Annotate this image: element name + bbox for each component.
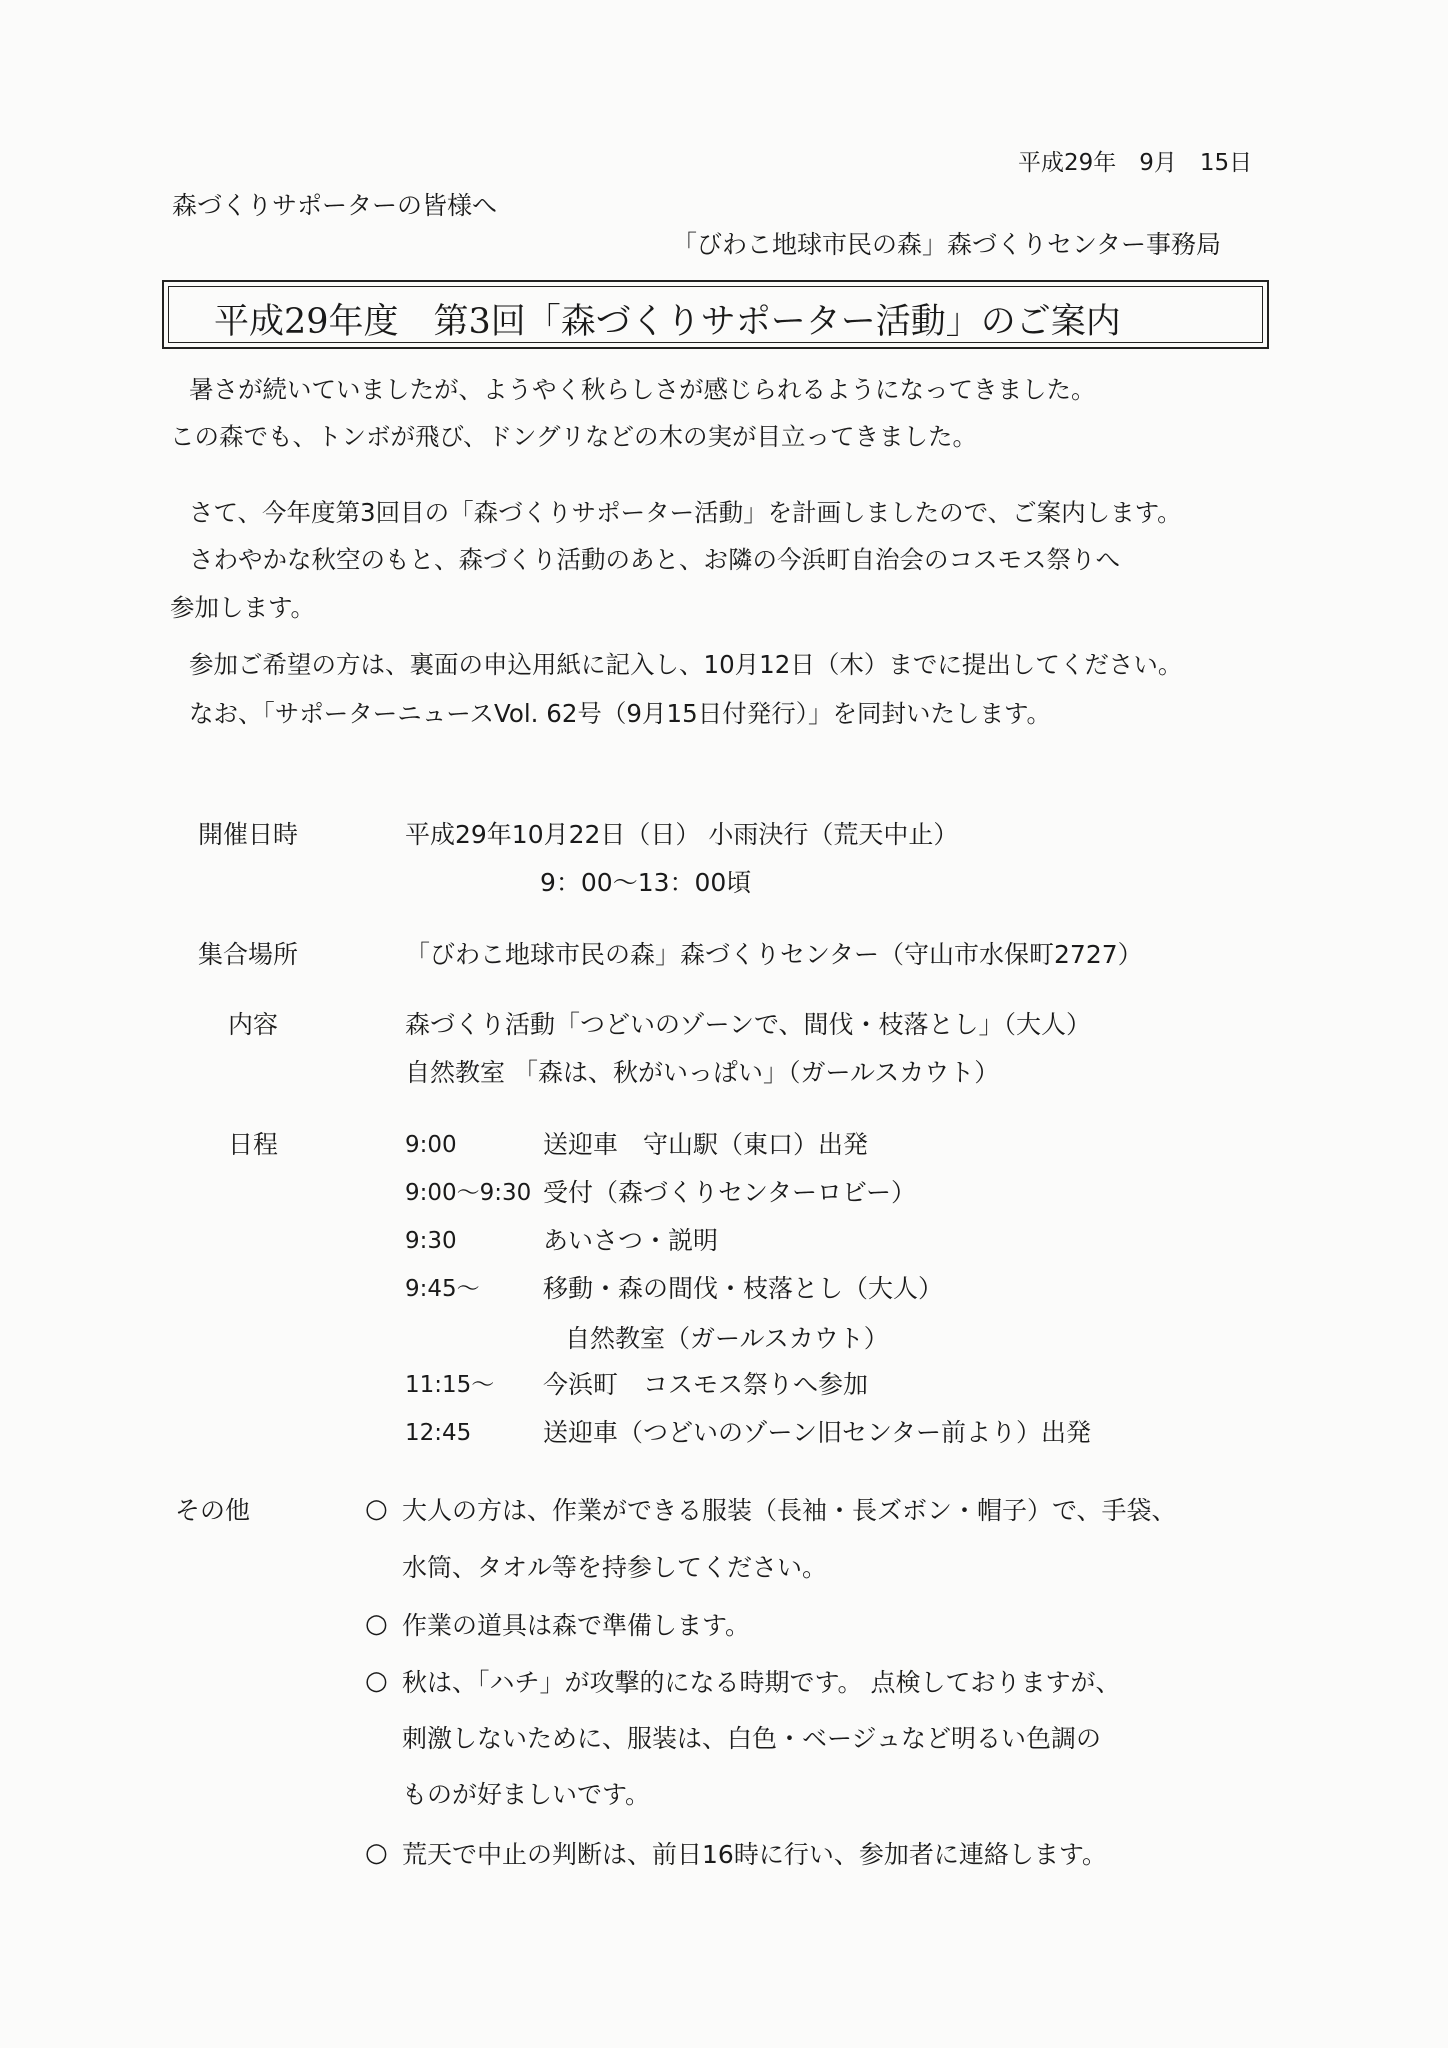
bullet-circle-icon: ○ bbox=[365, 1494, 388, 1524]
schedule-time: 9:30 bbox=[405, 1228, 457, 1254]
bullet-circle-icon: ○ bbox=[365, 1838, 388, 1868]
datetime-line1: 平成29年10月22日（日） 小雨決行（荒天中止） bbox=[405, 820, 959, 849]
content-label: 内容 bbox=[228, 1010, 279, 1039]
other-line: 水筒、タオル等を持参してください。 bbox=[402, 1553, 828, 1582]
addressee: 森づくりサポーターの皆様へ bbox=[172, 191, 498, 220]
other-line: 秋は、「ハチ」が攻撃的になる時期です。 点検しておりますが、 bbox=[402, 1668, 1121, 1697]
intro-line: なお、「サポーターニュースVol. 62号（9月15日付発行）」を同封いたします。 bbox=[189, 699, 1051, 728]
schedule-time: 9:45～ bbox=[405, 1276, 480, 1302]
datetime-line2: 9：00～13：00頃 bbox=[540, 868, 752, 897]
schedule-time: 11:15～ bbox=[405, 1372, 495, 1398]
schedule-label: 日程 bbox=[228, 1130, 279, 1159]
content-line2: 自然教室 「森は、秋がいっぱい」（ガールスカウト） bbox=[405, 1058, 1000, 1087]
intro-line: さわやかな秋空のもと、森づくり活動のあと、お隣の今浜町自治会のコスモス祭りへ bbox=[189, 545, 1120, 574]
schedule-desc: 受付（森づくりセンターロビー） bbox=[543, 1178, 917, 1207]
other-line: ものが好ましいです。 bbox=[402, 1780, 651, 1809]
schedule-desc: 送迎車 守山駅（東口）出発 bbox=[543, 1130, 869, 1159]
place-label: 集合場所 bbox=[198, 940, 299, 969]
datetime-label: 開催日時 bbox=[198, 820, 299, 849]
content-line1: 森づくり活動「つどいのゾーンで、間伐・枝落とし」（大人） bbox=[405, 1010, 1092, 1039]
other-label: その他 bbox=[175, 1496, 251, 1525]
intro-line: 暑さが続いていましたが、ようやく秋らしさが感じられるようになってきました。 bbox=[189, 375, 1096, 404]
place-value: 「びわこ地球市民の森」森づくりセンター（守山市水保町2727） bbox=[405, 940, 1143, 969]
bullet-circle-icon: ○ bbox=[365, 1666, 388, 1696]
schedule-desc: あいさつ・説明 bbox=[543, 1226, 719, 1255]
schedule-desc: 今浜町 コスモス祭りへ参加 bbox=[543, 1370, 869, 1399]
other-line: 刺激しないために、服装は、白色・ベージュなど明るい色調の bbox=[402, 1724, 1102, 1753]
title-box bbox=[162, 280, 1269, 349]
schedule-desc: 移動・森の間伐・枝落とし（大人） bbox=[543, 1274, 944, 1303]
intro-line: 参加します。 bbox=[170, 593, 316, 622]
schedule-time: 12:45 bbox=[405, 1420, 472, 1446]
other-line: 作業の道具は森で準備します。 bbox=[402, 1611, 751, 1640]
schedule-desc: 自然教室（ガールスカウト） bbox=[565, 1324, 889, 1353]
schedule-time: 9:00～9:30 bbox=[405, 1180, 532, 1206]
schedule-desc: 送迎車（つどいのゾーン旧センター前より）出発 bbox=[543, 1418, 1092, 1447]
schedule-time: 9:00 bbox=[405, 1132, 457, 1158]
other-line: 大人の方は、作業ができる服装（長袖・長ズボン・帽子）で、手袋、 bbox=[402, 1496, 1177, 1525]
sender: 「びわこ地球市民の森」森づくりセンター事務局 bbox=[672, 230, 1222, 259]
intro-line: さて、今年度第3回目の「森づくりサポーター活動」を計画しましたので、ご案内します。 bbox=[189, 498, 1182, 527]
document-date: 平成29年 9月 15日 bbox=[1018, 150, 1253, 176]
intro-line: この森でも、トンボが飛び、ドングリなどの木の実が目立ってきました。 bbox=[170, 422, 978, 451]
bullet-circle-icon: ○ bbox=[365, 1609, 388, 1639]
intro-line: 参加ご希望の方は、裏面の申込用紙に記入し、10月12日（木）までに提出してください。 bbox=[189, 650, 1183, 679]
document-title: 平成29年度 第3回「森づくりサポーター活動」のご案内 bbox=[214, 302, 1121, 342]
other-line: 荒天で中止の判断は、前日16時に行い、参加者に連絡します。 bbox=[402, 1840, 1107, 1869]
